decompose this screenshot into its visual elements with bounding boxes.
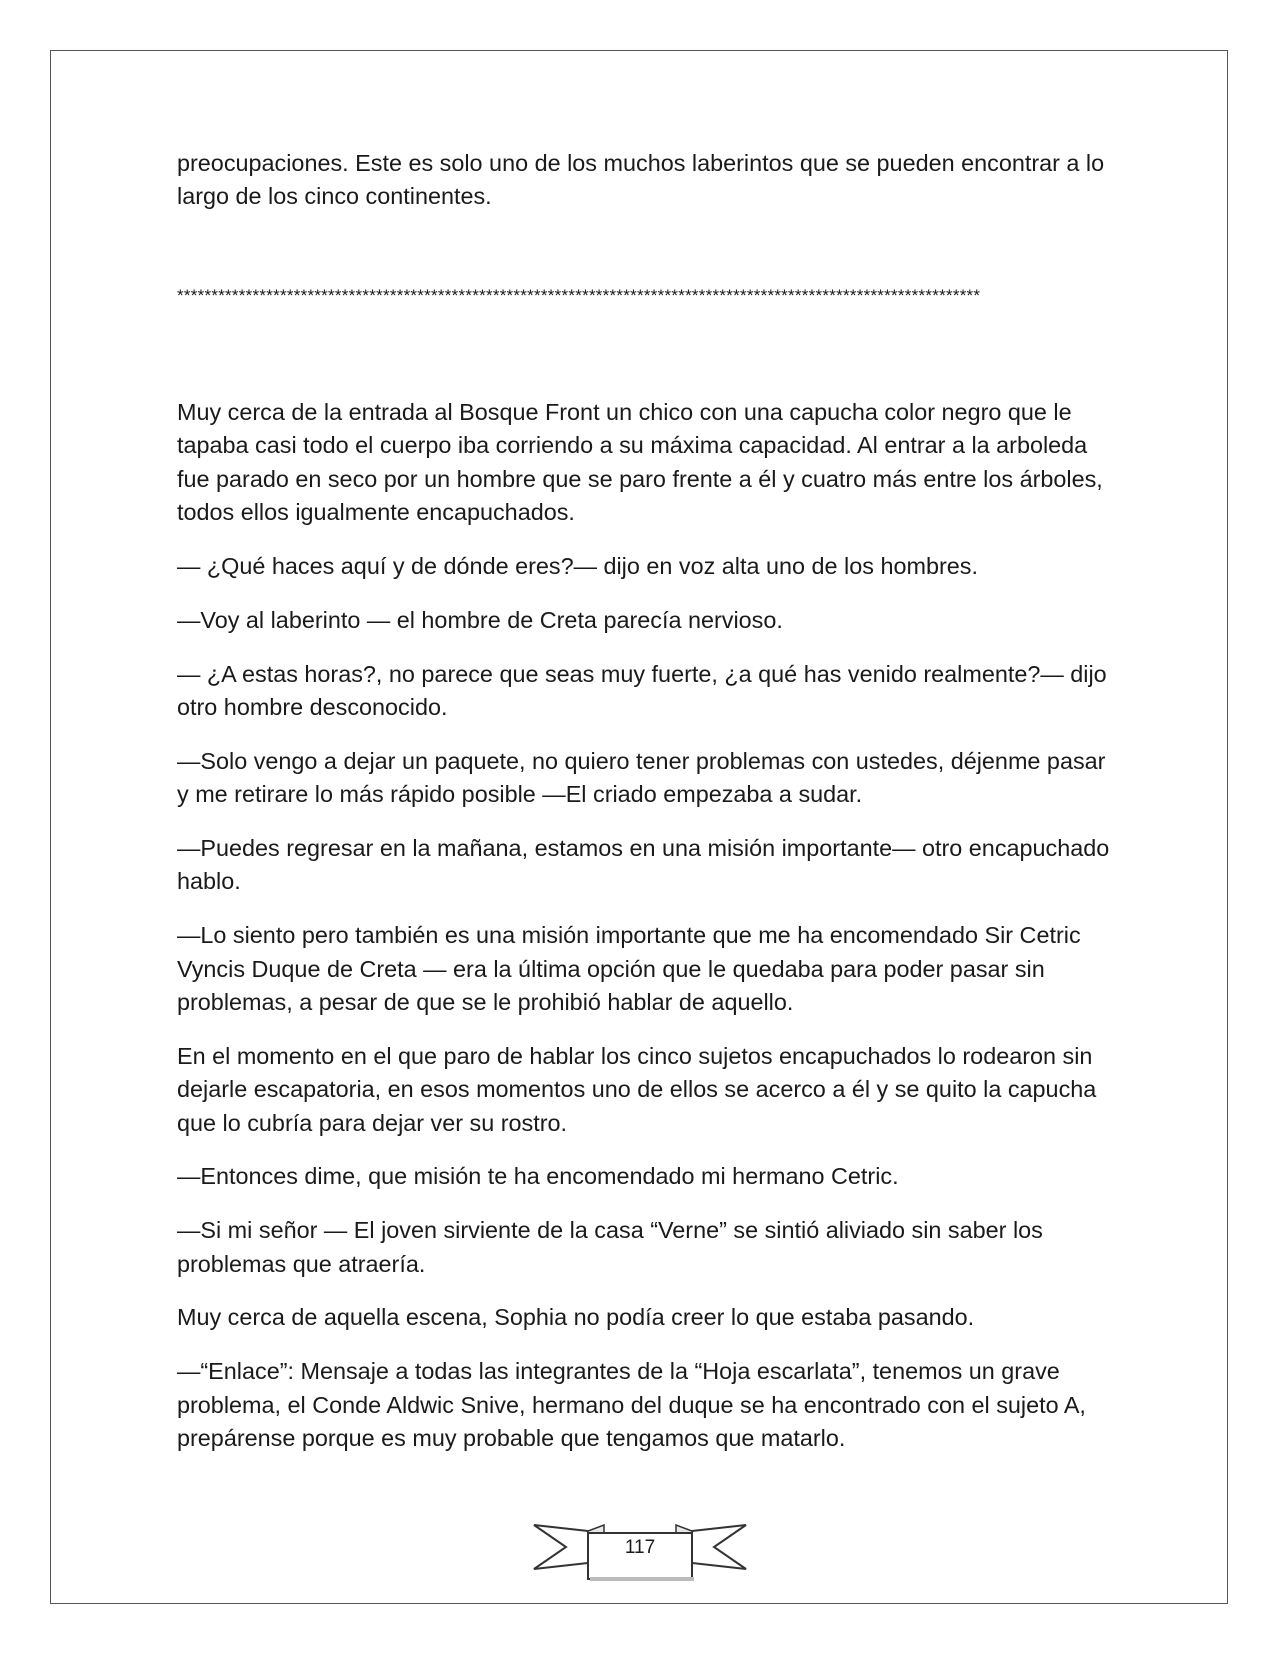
paragraph: —Voy al laberinto — el hombre de Creta parecía nervioso. <box>177 606 783 633</box>
page-number: 117 <box>624 1537 656 1558</box>
paragraph: Muy cerca de aquella escena, Sophia no podía creer lo que estaba pasando. <box>177 1304 975 1331</box>
top-paragraph: preocupaciones. Este es solo uno de los muchos laberintos que se pueden encontrar a lo largo de los cinco continentes. <box>177 150 1105 210</box>
section-separator: ********************************************************************************************************************* <box>177 286 981 305</box>
top-paragraph-block <box>177 147 1117 214</box>
paragraph: — ¿Qué haces aquí y de dónde eres?— dijo en voz alta uno de los hombres. <box>177 553 978 580</box>
paragraph: — ¿A estas horas?, no parece que seas muy fuerte, ¿a qué has venido realmente?— dijo otro hombre desconocido. <box>177 660 1107 721</box>
paragraph: —Si mi señor — El joven sirviente de la casa “Verne” se sintió aliviado sin saber los problemas que atraería. <box>177 1217 1043 1277</box>
paragraph: —Solo vengo a dejar un paquete, no quiero tener problemas con ustedes, déjenme pasar y me retirare lo más rápido posible —El criado empezaba a sudar. <box>177 747 1106 808</box>
paragraph: —“Enlace”: Mensaje a todas las integrantes de la “Hoja escarlata”, tenemos un grave problema, el Conde Aldwic Snive, hermano del duque se ha encontrado con el sujeto A, prepárense porque es muy probable que tengamos que matarlo. <box>177 1358 1086 1452</box>
paragraph: En el momento en el que paro de hablar los cinco sujetos encapuchados lo rodearon sin dejarle escapatoria, en esos momentos uno de ellos se acerco a él y se quito la capucha que lo cubría para dejar ver su rostro. <box>177 1042 1097 1136</box>
story-body <box>177 396 1117 1476</box>
paragraph: —Puedes regresar en la mañana, estamos en una misión importante— otro encapuchado hablo. <box>177 835 1110 895</box>
paragraph: —Entonces dime, que misión te ha encomendado mi hermano Cetric. <box>177 1163 899 1190</box>
paragraph: Muy cerca de la entrada al Bosque Front un chico con una capucha color negro que le tapaba casi todo el cuerpo iba corriendo a su máxima capacidad. Al entrar a la arboleda fue parado en seco por un hombre que se paro frente a él y cuatro más entre los árboles, todos ellos igualmente encapuchados. <box>177 399 1103 526</box>
paragraph: —Lo siento pero también es una misión importante que me ha encomendado Sir Cetric Vyncis Duque de Creta — era la última opción que le quedaba para poder pasar sin problemas, a pesar de que se le prohibió hablar de aquello. <box>177 922 1081 1016</box>
